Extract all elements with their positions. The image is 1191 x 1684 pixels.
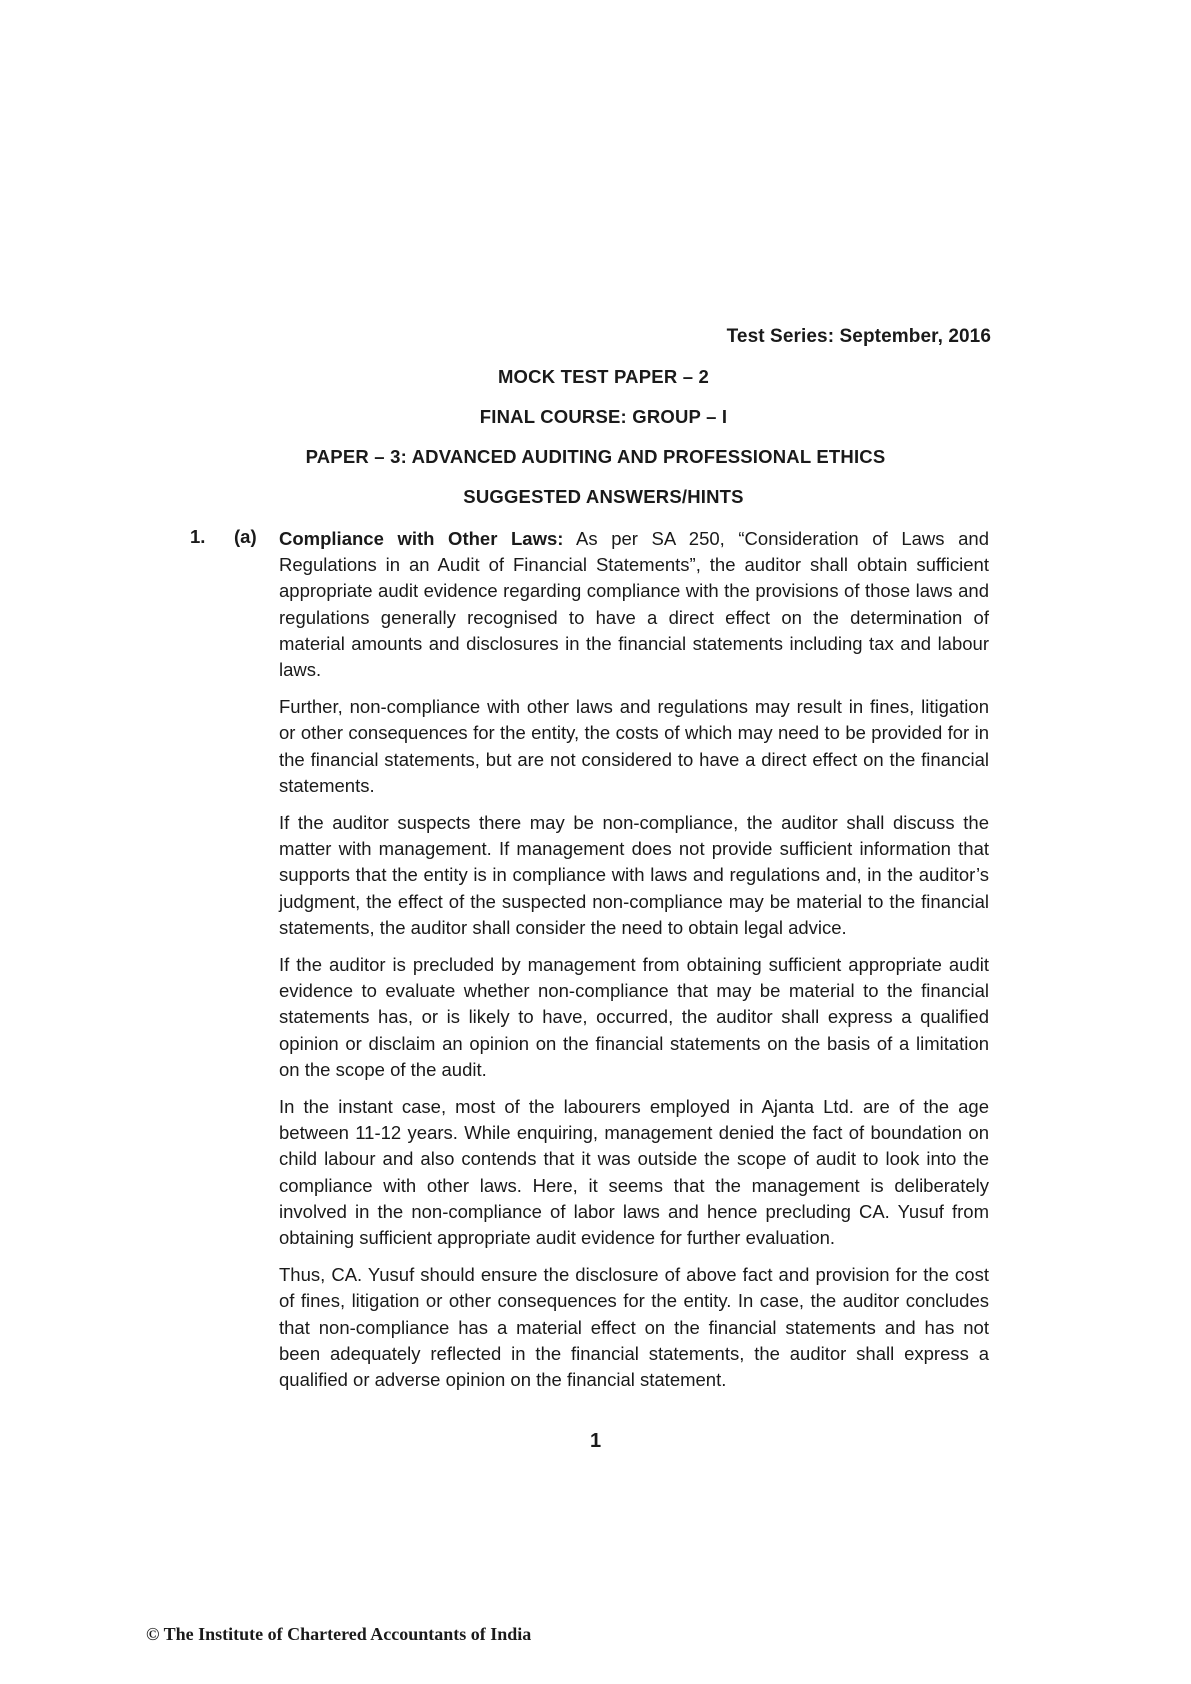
mock-test-title: MOCK TEST PAPER – 2 <box>497 366 710 387</box>
answer-paragraph: If the auditor suspects there may be non-compliance, the auditor shall discuss the matter with management. If management does not provide sufficient information that supports that the entity is in compliance with laws and regulations and, in the auditor’s judgment, the effect of the suspected non-compliance may be material to the financial statements, the auditor shall consider the need to obtain legal advice. <box>279 812 989 938</box>
answer-lead: Compliance with Other Laws: <box>279 528 564 549</box>
paper-title: PAPER – 3: ADVANCED AUDITING AND PROFESSIONAL ETHICS <box>305 446 886 467</box>
copyright-footer: © The Institute of Chartered Accountants of India <box>146 1624 532 1644</box>
course-title: FINAL COURSE: GROUP – I <box>479 406 728 427</box>
answer-paragraph <box>279 526 989 683</box>
test-series-label: Test Series: September, 2016 <box>726 326 991 347</box>
question-part: (a) <box>234 526 257 547</box>
suggested-answers-title: SUGGESTED ANSWERS/HINTS <box>463 486 744 507</box>
answer-paragraph: Thus, CA. Yusuf should ensure the disclosure of above fact and provision for the cost of fines, litigation or other consequences for the entity. In case, the auditor concludes that non-compliance has a material effect on the financial statements and has not been adequately reflected in the financial statements, the auditor shall express a qualified or adverse opinion on the financial statement. <box>279 1264 989 1391</box>
answer-body <box>279 526 989 1404</box>
answer-paragraph: In the instant case, most of the labourers employed in Ajanta Ltd. are of the age between 11-12 years. While enquiring, management denied the fact of boundation on child labour and also contends that it was outside the scope of audit to look into the compliance with other laws. Here, it seems that the management is deliberately involved in the non-compliance of labor laws and hence precluding CA. Yusuf from obtaining sufficient appropriate audit evidence for further evaluation. <box>279 1096 989 1249</box>
answer-paragraph-text: As per SA 250, “Consideration of Laws and Regulations in an Audit of Financial Statements”, the auditor shall obtain sufficient appropriate audit evidence regarding compliance with the provisions of those laws and regulations generally recognised to have a direct effect on the determination of material amounts and disclosures in the financial statements including tax and labour laws. <box>279 528 989 681</box>
page-number: 1 <box>589 1430 602 1452</box>
question-number: 1. <box>190 526 206 547</box>
answer-paragraph: Further, non-compliance with other laws and regulations may result in fines, litigation or other consequences for the entity, the costs of which may need to be provided for in the financial statements, but are not considered to have a direct effect on the financial statements. <box>279 696 989 796</box>
answer-paragraph: If the auditor is precluded by management from obtaining sufficient appropriate audit evidence to evaluate whether non-compliance that may be material to the financial statements has, or is likely to have, occurred, the auditor shall express a qualified opinion or disclaim an opinion on the financial statements on the basis of a limitation on the scope of the audit. <box>279 954 989 1080</box>
